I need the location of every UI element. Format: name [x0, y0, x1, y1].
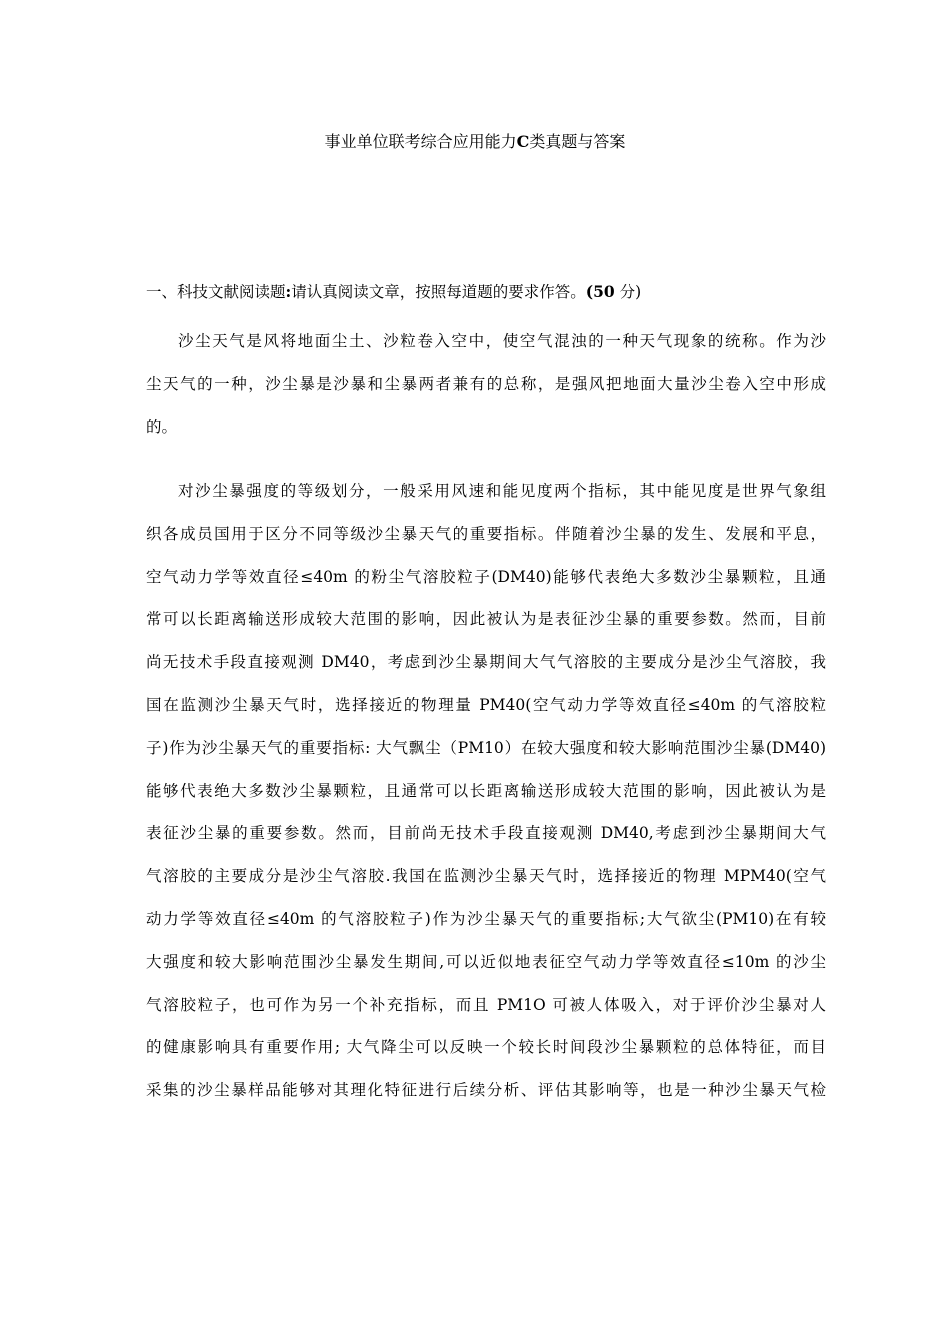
paragraph-line: 动力学等效直径≤40m 的气溶胶粒子)作为沙尘暴天气的重要指标;大气欲尘(PM10)在有较	[146, 909, 826, 928]
section-score-unit: 分)	[619, 283, 642, 301]
paragraph-line: 采集的沙尘暴样品能够对其理化特征进行后续分析、评估其影响等，也是一种沙尘暴天气检	[146, 1081, 826, 1100]
paragraph-line: 大强度和较大影响范围沙尘暴发生期间,可以近似地表征空气动力学等效直径≤10m 的沙尘	[146, 952, 826, 971]
paragraph-1	[146, 329, 826, 457]
paragraph-line: 对沙尘暴强度的等级划分，一般采用风速和能见度两个指标，其中能见度是世界气象组	[178, 482, 826, 500]
paragraph-line: 的。	[146, 417, 178, 436]
title-suffix: 类真题与答案	[529, 132, 626, 151]
section-score: (50	[585, 282, 615, 301]
paragraph-2	[146, 479, 826, 1121]
paragraph-line: 空气动力学等效直径≤40m 的粉尘气溶胶粒子(DM40)能够代表绝大多数沙尘暴颗粒，且通	[146, 567, 826, 586]
section-prefix: 一、科技文献阅读题	[146, 283, 286, 301]
paragraph-line: 表征沙尘暴的重要参数。然而，目前尚无技术手段直接观测 DM40,考虑到沙尘暴期间大气	[146, 824, 826, 843]
section-colon: :	[285, 282, 292, 301]
title-bold-letter: C	[516, 132, 530, 151]
paragraph-line: 能够代表绝大多数沙尘暴颗粒，且通常可以长距离输送形成较大范围的影响，因此被认为是	[146, 781, 826, 800]
paragraph-line: 织各成员国用于区分不同等级沙尘暴天气的重要指标。伴随着沙尘暴的发生、发展和平息，	[146, 524, 826, 543]
paragraph-line: 气溶胶的主要成分是沙尘气溶胶.我国在监测沙尘暴天气时，选择接近的物理 MPM40(空气	[146, 867, 826, 886]
paragraph-line: 气溶胶粒子，也可作为另一个补充指标，而且 PM1O 可被人体吸入，对于评价沙尘暴对人	[146, 995, 826, 1014]
paragraph-line: 尘天气的一种，沙尘暴是沙暴和尘暴两者兼有的总称，是强风把地面大量沙尘卷入空中形成	[146, 374, 826, 393]
section-instruction: 请认真阅读文章，按照每道题的要求作答。	[291, 283, 586, 301]
paragraph-line: 尚无技术手段直接观测 DM40，考虑到沙尘暴期间大气气溶胶的主要成分是沙尘气溶胶，我	[146, 653, 826, 672]
paragraph-line: 国在监测沙尘暴天气时，选择接近的物理量 PM40(空气动力学等效直径≤40m 的气溶胶粒	[146, 695, 826, 714]
document-title	[0, 130, 950, 154]
paragraph-line: 的健康影响具有重要作用; 大气降尘可以反映一个较长时间段沙尘暴颗粒的总体特征，而目	[146, 1038, 826, 1057]
section-heading	[146, 280, 826, 304]
paragraph-line: 子)作为沙尘暴天气的重要指标: 大气飘尘（PM10）在较大强度和较大影响范围沙尘暴(DM40)	[146, 738, 826, 757]
paragraph-line: 沙尘天气是风将地面尘土、沙粒卷入空中，使空气混浊的一种天气现象的统称。作为沙	[178, 332, 826, 350]
title-prefix: 事业单位联考综合应用能力	[324, 132, 517, 151]
paragraph-line: 常可以长距离输送形成较大范围的影响，因此被认为是表征沙尘暴的重要参数。然而，目前	[146, 610, 826, 629]
